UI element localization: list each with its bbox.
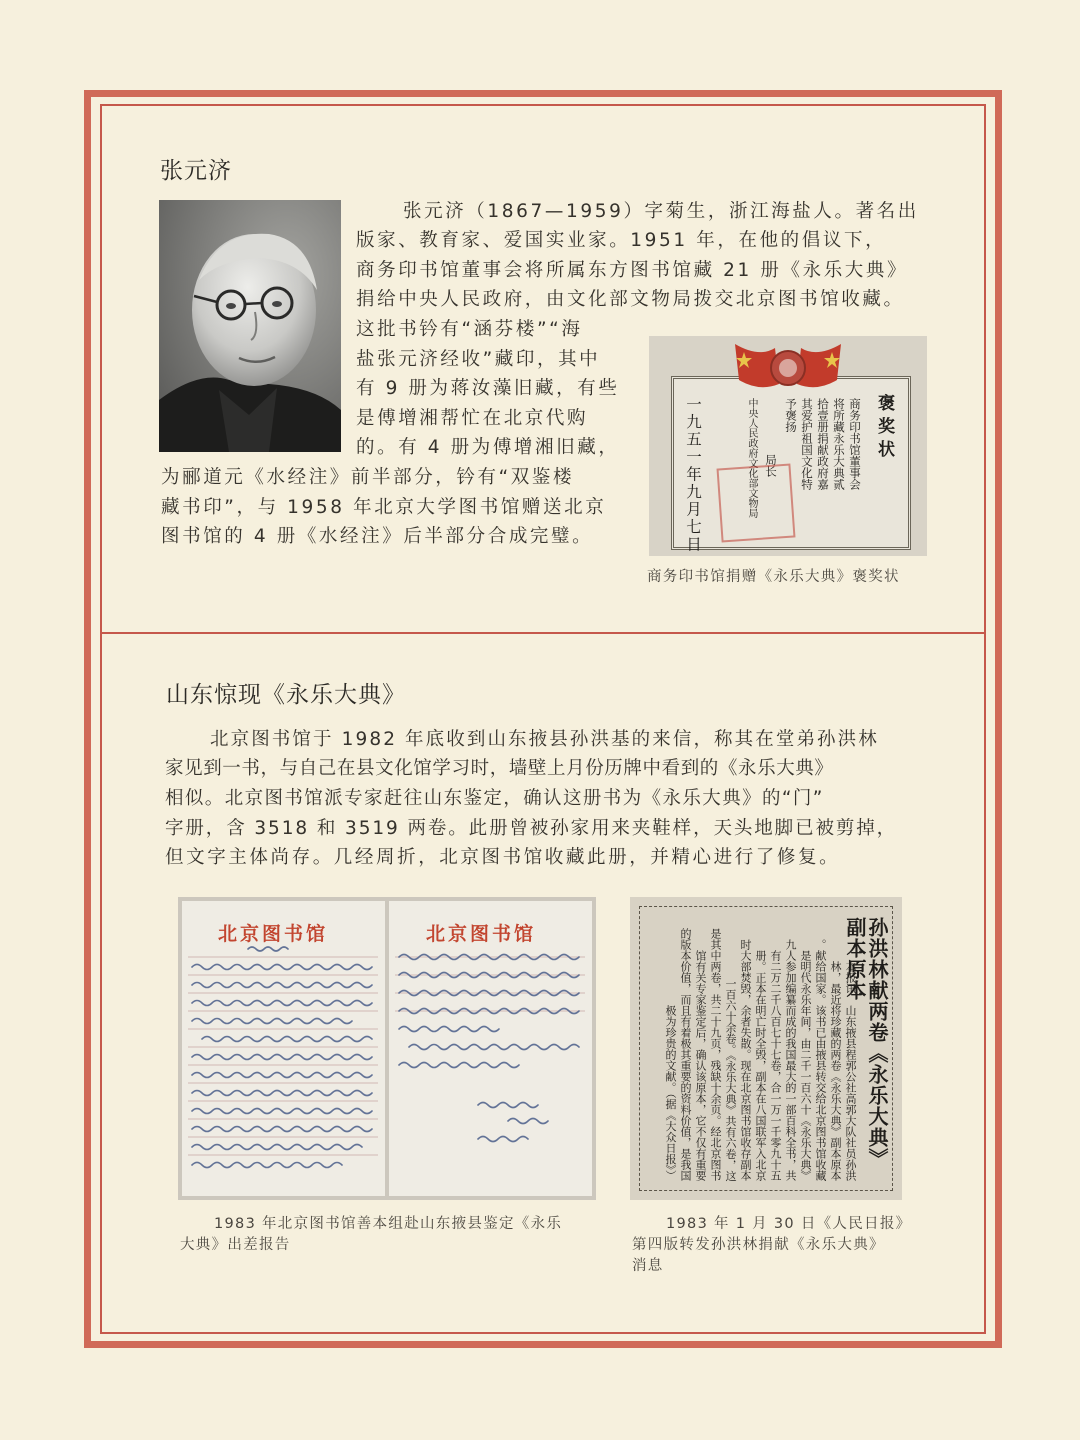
newspaper-column: 一百六十余卷。《永乐大典》共有六卷，这: [724, 977, 737, 1181]
newspaper-caption-line: 1983 年 1 月 30 日《人民日报》: [666, 1216, 912, 1232]
para1-line: 版家、教育家、爱国实业家。1951 年，在他的倡议下，: [356, 230, 887, 251]
para1-line: 盐张元济经收”藏印，其中: [356, 349, 601, 370]
newspaper-caption-line: 第四版转发孙洪林捐献《永乐大典》: [632, 1237, 885, 1253]
section-title-zhang-yuanji: 张元济: [160, 158, 232, 184]
certificate-column: 拾壹册捐献政府嘉: [816, 398, 830, 490]
para1-line: 是傅增湘帮忙在北京代购: [356, 408, 589, 429]
certificate-caption: 商务印书馆捐赠《永乐大典》褒奖状: [647, 569, 900, 585]
para2-line: 字册，含 3518 和 3519 两卷。此册曾被孙家用来夹鞋样，天头地脚已被剪掉，: [165, 818, 898, 839]
portrait-image: [159, 200, 341, 452]
newspaper-column: 有二万二千八百七十七卷，合一万一千零九十五: [769, 950, 782, 1181]
para1-line: 捐给中央人民政府，由文化部文物局拨交北京图书馆收藏。: [356, 289, 905, 310]
certificate-column: 将所藏永乐大典贰: [832, 398, 846, 490]
newspaper-caption-line: 消息: [632, 1258, 664, 1274]
para1-line: 藏书印”，与 1958 年北京大学图书馆赠送北京: [161, 497, 607, 518]
newspaper-column: 的版本价值，而且有着极其重要的资料价值，是我国: [679, 928, 692, 1181]
certificate-photo: [649, 336, 927, 556]
para1-line: 的。有 4 册为傅增湘旧藏，: [356, 437, 620, 458]
para1-line: 有 9 册为蒋汝藻旧藏，有些: [356, 378, 620, 399]
newspaper-column: 时大部焚毁，余者失散。现在北京图书馆收存副本: [739, 939, 752, 1181]
certificate-column: 商务印书馆董事会: [848, 398, 862, 490]
certificate-column: 中央人民政府文化部文物局: [746, 398, 757, 518]
seal-stamp: [717, 464, 796, 543]
report-letterhead-left: 北京图书馆: [218, 923, 329, 945]
report-letterhead-right: 北京图书馆: [426, 923, 537, 945]
newspaper-column: 本报讯 山东掖县程郭公社高郭大队社员孙洪: [844, 961, 857, 1181]
para2-line: 相似。北京图书馆派专家赶往山东鉴定，确认这册书为《永乐大典》的“门”: [165, 788, 824, 809]
certificate-column: 其爱护祖国文化特: [800, 398, 814, 490]
para1-line: 图书馆的 4 册《水经注》后半部分合成完璧。: [161, 526, 594, 547]
newspaper-column: 馆有关专家鉴定后，确认该原本，它不仅有重要: [694, 950, 707, 1181]
para1-line: 这批书钤有“涵芬楼”“海: [356, 319, 583, 340]
newspaper-column: 林，最近将珍藏的两卷《永乐大典》副本原本: [829, 961, 842, 1181]
newspaper-body: [646, 913, 858, 1183]
newspaper-headline: 孙洪林献两卷《永乐大典》副本原本: [843, 917, 889, 1169]
handwriting-illustration: [178, 897, 596, 1200]
newspaper-column: 是其中两卷，共二十九页，残缺十余页。经北京图书: [709, 928, 722, 1181]
report-caption-line: 1983 年北京图书馆善本组赴山东掖县鉴定《永乐: [214, 1216, 563, 1232]
newspaper-column: 九人参加编纂而成的我国最大的一部百科全书，共: [784, 939, 797, 1181]
para1-line: 张元济（1867—1959）字菊生，浙江海盐人。著名出: [403, 201, 919, 222]
certificate-heading: 褒奖状: [874, 394, 894, 463]
portrait-photo: [159, 200, 341, 452]
newspaper-clipping: [630, 897, 902, 1200]
newspaper-column: 极为珍贵的文献。（据《大众日报》）: [664, 1005, 677, 1181]
newspaper-column: 册。正本在明亡时全毁，副本在八国联军入北京: [754, 950, 767, 1181]
para2-line: 但文字主体尚存。几经周折，北京图书馆收藏此册，并精心进行了修复。: [165, 847, 841, 868]
report-caption-line: 大典》出差报告: [180, 1237, 291, 1253]
para2-line: 家见到一书，与自己在县文化馆学习时，墙壁上月份历牌中看到的《永乐大典》: [165, 758, 834, 779]
report-photo: [178, 897, 596, 1200]
certificate-column: 予褒扬: [784, 398, 798, 433]
section-divider: [100, 632, 986, 634]
para1-line: 商务印书馆董事会将所属东方图书馆藏 21 册《永乐大典》: [356, 260, 909, 281]
section-title-shandong: 山东惊现《永乐大典》: [166, 682, 406, 708]
certificate-column: 局长: [764, 454, 778, 477]
newspaper-column: 献给国家。该书已由掖县转交给北京图书馆收藏。: [814, 939, 827, 1181]
para2-line: 北京图书馆于 1982 年底收到山东掖县孙洪基的来信，称其在堂弟孙洪林: [210, 729, 879, 750]
newspaper-column: 《永乐大典》是明代永乐年间，由二千一百六十: [799, 950, 812, 1181]
certificate-date: 一九五一年九月七日: [684, 396, 702, 554]
para1-line: 为郦道元《水经注》前半部分，钤有“双鉴楼: [161, 467, 575, 488]
